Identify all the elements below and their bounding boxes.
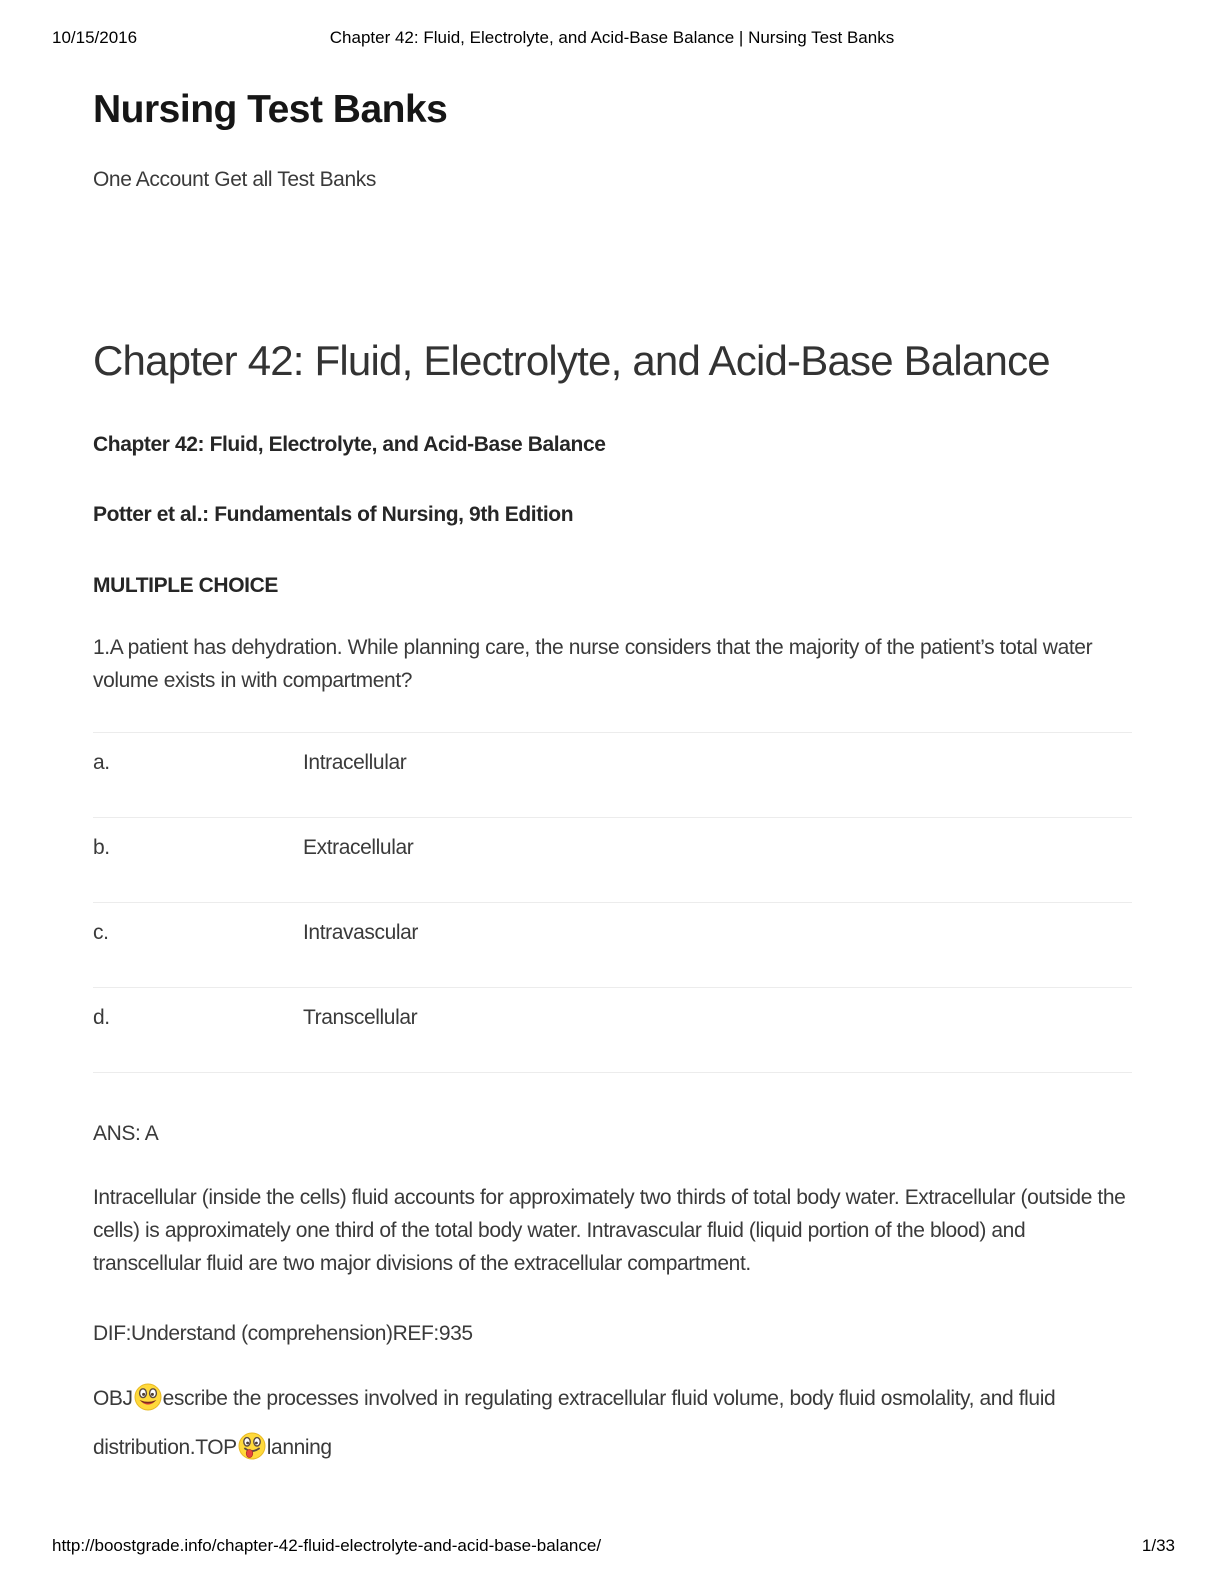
option-letter: a. [93, 751, 110, 774]
print-footer [52, 1536, 1175, 1556]
print-page-title: Chapter 42: Fluid, Electrolyte, and Acid-Base Balance | Nursing Test Banks [329, 28, 895, 47]
answer-line: ANS: A [93, 1122, 159, 1145]
print-url: http://boostgrade.info/chapter-42-fluid-electrolyte-and-acid-base-balance/ [52, 1536, 602, 1555]
obj-prefix: OBJ [93, 1387, 133, 1410]
option-row-c [93, 902, 1132, 987]
article-subtitle: Chapter 42: Fluid, Electrolyte, and Acid-Base Balance [93, 433, 606, 456]
option-text: Intracellular [303, 751, 407, 774]
print-date: 10/15/2016 [52, 28, 138, 47]
option-row-d [93, 987, 1132, 1072]
option-letter: c. [93, 921, 109, 944]
option-letter: b. [93, 836, 110, 859]
dif-ref-line: DIF:Understand (comprehension)REF:935 [93, 1322, 473, 1345]
section-heading: MULTIPLE CHOICE [93, 574, 278, 597]
option-text: Extracellular [303, 836, 414, 859]
question-text: 1.A patient has dehydration. While planning care, the nurse considers that the majority of the patient’s total water volume exists in with compartment? [93, 636, 1093, 692]
obj-text: escribe the processes involved in regulating extracellular fluid volume, body fluid osmolality, and fluid distribution.TOP [93, 1387, 1056, 1459]
rationale-text: Intracellular (inside the cells) fluid accounts for approximately two thirds of total body water. Extracellular (outside the cells) is approximately one third of the total body water. Intravascular fluid (liquid portion of the blood) and transcellular fluid are two major divisions of the extracellular compartment. [93, 1186, 1126, 1275]
option-row-a [93, 732, 1132, 817]
option-letter: d. [93, 1006, 110, 1029]
option-text: Transcellular [303, 1006, 418, 1029]
options-table [93, 732, 1132, 1073]
option-row-b [93, 817, 1132, 902]
print-page-number: 1/33 [1141, 1536, 1175, 1555]
grinning-face-emoji-icon [134, 1380, 162, 1408]
article-source: Potter et al.: Fundamentals of Nursing, 9th Edition [93, 503, 574, 526]
site-title: Nursing Test Banks [93, 88, 448, 131]
obj-top-line [93, 1374, 1132, 1472]
obj-suffix: lanning [266, 1436, 332, 1459]
tongue-out-face-emoji-icon [238, 1429, 266, 1457]
article-title: Chapter 42: Fluid, Electrolyte, and Acid-Base Balance [93, 337, 1050, 384]
option-text: Intravascular [303, 921, 419, 944]
site-tagline: One Account Get all Test Banks [93, 168, 376, 191]
print-header [0, 28, 1224, 50]
